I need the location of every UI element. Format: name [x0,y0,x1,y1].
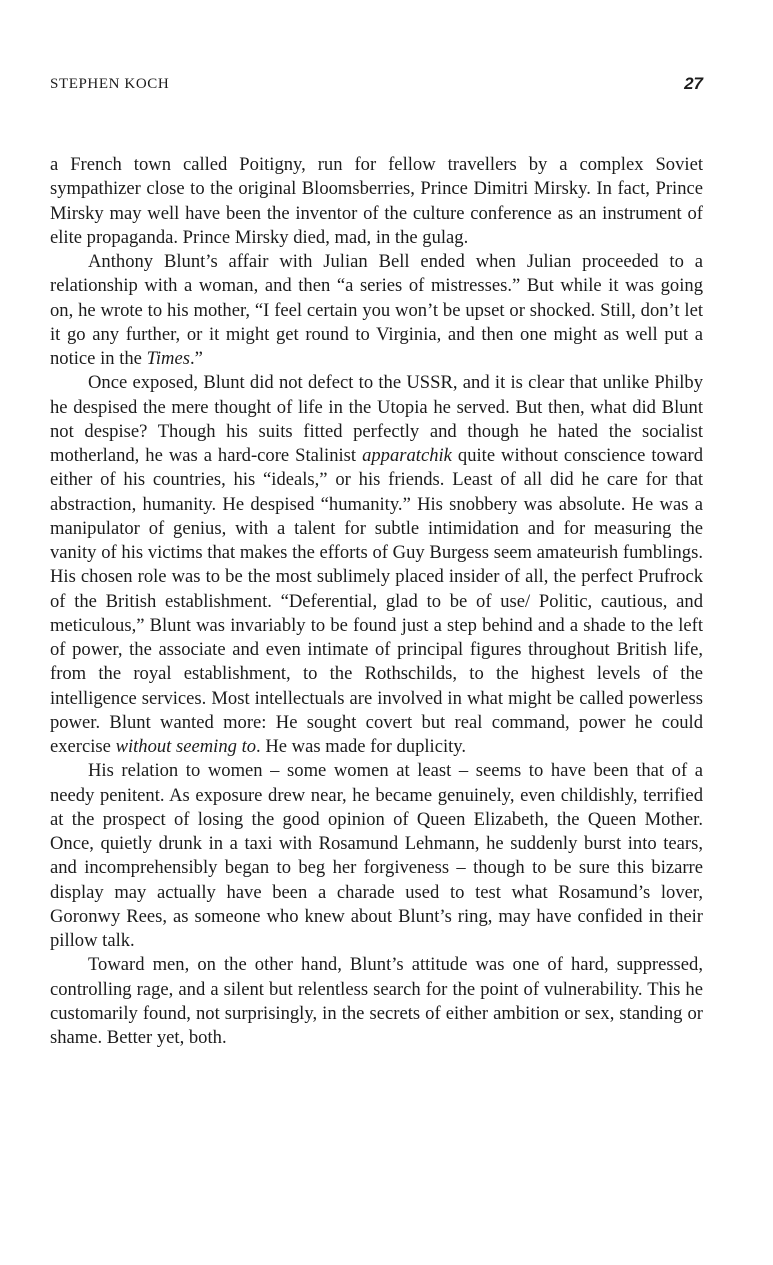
running-head-author: STEPHEN KOCH [50,76,170,92]
paragraph-text: a French town called Poitigny, run for fellow travellers by a complex Soviet sympathizer close to the original Bloomsberries, Prince Dimitri Mirsky. In fact, Prince Mirsky may well have been the inventor of the culture conference as an instrument of elite propaganda. Prince Mirsky died, mad, in the gulag. [50,154,703,248]
paragraph-2 [50,250,703,371]
paragraph-4 [50,759,703,953]
paragraph-text: His relation to women – some women at least – seems to have been that of a needy penitent. As exposure drew near, he became genuinely, even childishly, terrified at the prospect of losing the good opinion of Queen Elizabeth, the Queen Mother. Once, quietly drunk in a taxi with Rosamund Lehmann, he suddenly burst into tears, and incomprehensibly began to beg her forgiveness – though to be sure this bizarre display may actually have been a charade used to test what Rosamund’s lover, Goronwy Rees, as someone who knew about Blunt’s ring, may have confided in their pillow talk. [50,760,703,951]
paragraph-text: .” [189,348,203,369]
body-text [50,153,703,1050]
running-head [50,76,703,98]
paragraph-text: Once exposed, Blunt did not defect to the USSR, and it is clear that unlike Philby he despised the mere thought of life in the Utopia he served. But then, what did Blunt not despise? Though his suits fitted perfectly and though he hated the socialist motherland, he was a hard-core Stalinist [50,372,703,466]
paragraph-text: . He was made for duplicity. [256,736,467,757]
page-number: 27 [684,74,703,93]
paragraph-1 [50,153,703,250]
italic-phrase: without seeming to [115,736,257,757]
paragraph-text: Toward men, on the other hand, Blunt’s attitude was one of hard, suppressed, controlling rage, and a silent but relentless search for the point of vulnerability. This he customarily found, not surprisingly, in the secrets of either ambition or sex, standing or shame. Better yet, both. [50,954,703,1048]
italic-title: Times [146,348,190,369]
paragraph-text: quite without conscience toward either of his countries, his “ideals,” or his friends. Least of all did he care for that abstraction, humanity. He despised “humanity.” His snobbery was absolute. He was a manipulator of genius, with a talent for subtle intimidation and for measuring the vanity of his victims that makes the efforts of Guy Burgess seem amateurish fumblings. His chosen role was to be the most sublimely placed insider of all, the perfect Prufrock of the British establishment. “Deferential, glad to be of use/ Politic, cautious, and meticulous,” Blunt was invariably to be found just a step behind and a shade to the left of power, the associate and even intimate of principal figures throughout British life, from the royal establishment, to the Rothschilds, to the highest levels of the intelligence services. Most intellectuals are involved in what might be called powerless power. Blunt wanted more: He sought covert but real command, power he could exercise [50,445,703,757]
paragraph-3 [50,371,703,759]
paragraph-5 [50,953,703,1050]
italic-term: apparatchik [362,445,452,466]
paragraph-text: Anthony Blunt’s affair with Julian Bell ended when Julian proceeded to a relationship with a woman, and then “a series of mistresses.” But while it was going on, he wrote to his mother, “I feel certain you won’t be upset or shocked. Still, don’t let it go any further, or it might get round to Virginia, and then one might as well put a notice in the [50,251,703,369]
